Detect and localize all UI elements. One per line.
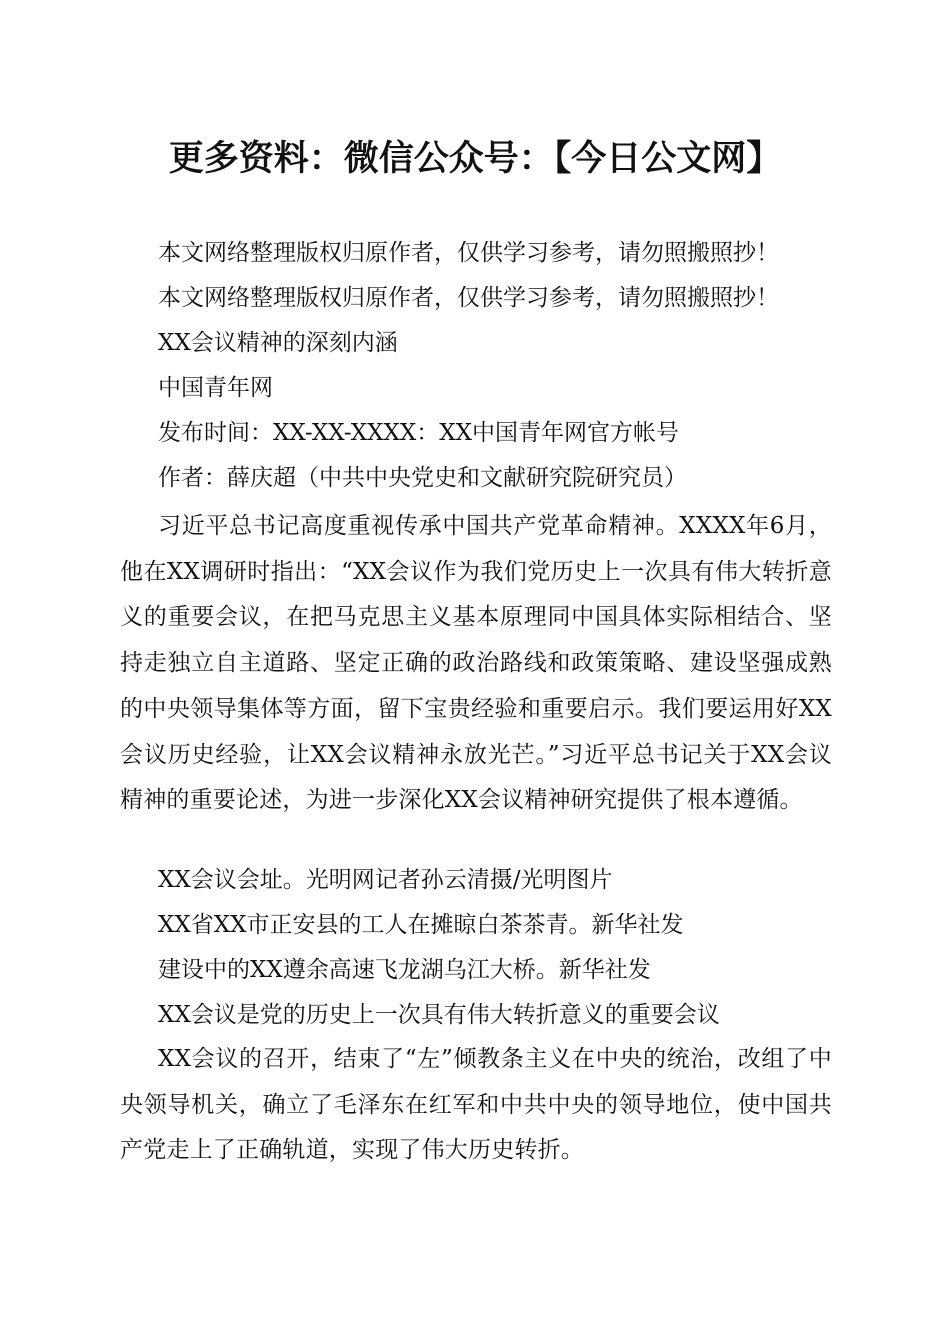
copyright-notice: 本文网络整理版权归原作者，仅供学习参考，请勿照搬照抄！ — [158, 285, 779, 311]
page-title: 更多资料：微信公众号：【今日公文网】 — [168, 138, 782, 179]
author-line: 作者：薛庆超（中共中央党史和文献研究院研究员） — [158, 465, 687, 491]
copyright-notice: 本文网络整理版权归原作者，仅供学习参考，请勿照搬照抄！ — [158, 240, 779, 266]
section-subheading: XX会议是党的历史上一次具有伟大转折意义的重要会议 — [158, 1002, 720, 1028]
article-headline: XX会议精神的深刻内涵 — [158, 330, 398, 356]
photo-caption: XX会议会址。光明网记者孙云清摄/光明图片 — [158, 867, 613, 893]
body-paragraph: XX会议的召开，结束了“左”倾教条主义在中央的统治，改组了中央领导机关，确立了毛泽东在红军和中共中央的领导地位，使中国共产党走上了正确轨道，实现了伟大历史转折。 — [120, 1046, 832, 1164]
body-paragraph: 习近平总书记高度重视传承中国共产党革命精神。XXXX年6月，他在XX调研时指出：“XX会议作为我们党历史上一次具有伟大转折意义的重要会议，在把马克思主义基本原理同中国具体实际相结合、坚持走独立自主道路、坚定正确的政治路线和政策策略、建设坚强成熟的中央领导集体等方面，留下宝贵经验和重要启示。我们要运用好XX会议历史经验，让XX会议精神永放光芒。”习近平总书记关于XX会议精神的重要论述，为进一步深化XX会议精神研究提供了根本遵循。 — [120, 513, 832, 814]
article-source: 中国青年网 — [158, 375, 273, 401]
photo-caption: XX省XX市正安县的工人在摊晾白茶茶青。新华社发 — [158, 912, 684, 938]
publish-info: 发布时间：XX-XX-XXXX：XX中国青年网官方帐号 — [158, 420, 680, 446]
photo-caption: 建设中的XX遵余高速飞龙湖乌江大桥。新华社发 — [158, 957, 651, 983]
